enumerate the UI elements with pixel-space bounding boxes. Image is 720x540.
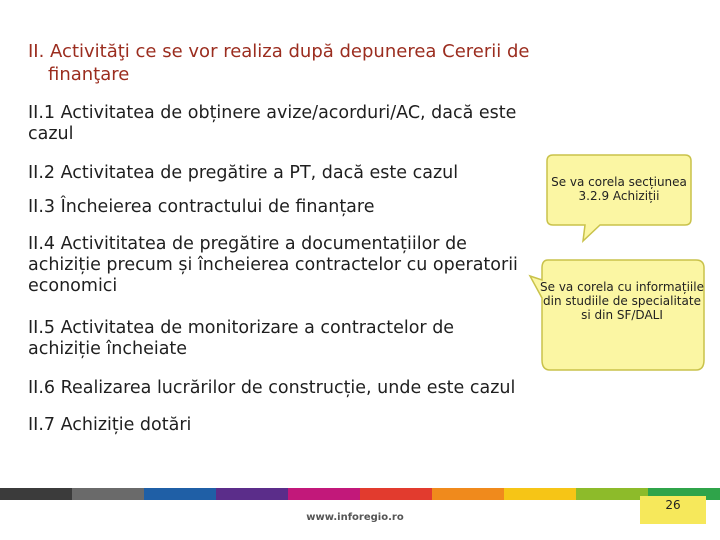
- color-bar-segment: [216, 488, 288, 500]
- activity-item-ii-1: II.1 Activitatea de obținere avize/acorduri/AC, dacă este cazul: [28, 103, 517, 144]
- heading-line-2: finanţare: [48, 64, 130, 85]
- footer-color-bar: [0, 488, 720, 500]
- activity-item-ii-7: II.7 Achiziție dotări: [28, 415, 192, 435]
- callout-studii-sf-dali: [538, 258, 706, 378]
- color-bar-segment: [144, 488, 216, 500]
- color-bar-segment: [432, 488, 504, 500]
- color-bar-segment: [504, 488, 576, 500]
- footer-url: www.inforegio.ro: [306, 512, 404, 523]
- heading-line-1: II. Activităţi ce se vor realiza după depunerea Cererii de: [28, 41, 530, 62]
- color-bar-segment: [288, 488, 360, 500]
- color-bar-segment: [0, 488, 72, 500]
- activity-item-ii-4: II.4 Activititatea de pregătire a documentațiilor de achiziție precum și încheierea contractelor cu operatorii economici: [28, 234, 518, 296]
- slide-heading: [28, 40, 548, 86]
- callout-text: Se va corela cu informațiile din studiile de specialitate si din SF/DALI: [540, 280, 704, 322]
- color-bar-segment: [72, 488, 144, 500]
- activity-item-ii-5: II.5 Activitatea de monitorizare a contractelor de achiziție încheiate: [28, 318, 455, 359]
- page-number: 26: [640, 496, 706, 524]
- callout-achizitii: [545, 153, 693, 243]
- activity-item-ii-3: II.3 Încheierea contractului de finanțare: [28, 197, 375, 217]
- color-bar-segment: [576, 488, 648, 500]
- activity-item-ii-2: II.2 Activitatea de pregătire a PT, dacă este cazul: [28, 163, 459, 183]
- color-bar-segment: [360, 488, 432, 500]
- activity-item-ii-6: II.6 Realizarea lucrărilor de construcție, unde este cazul: [28, 378, 516, 398]
- callout-text: Se va corela secțiunea 3.2.9 Achiziții: [551, 175, 687, 203]
